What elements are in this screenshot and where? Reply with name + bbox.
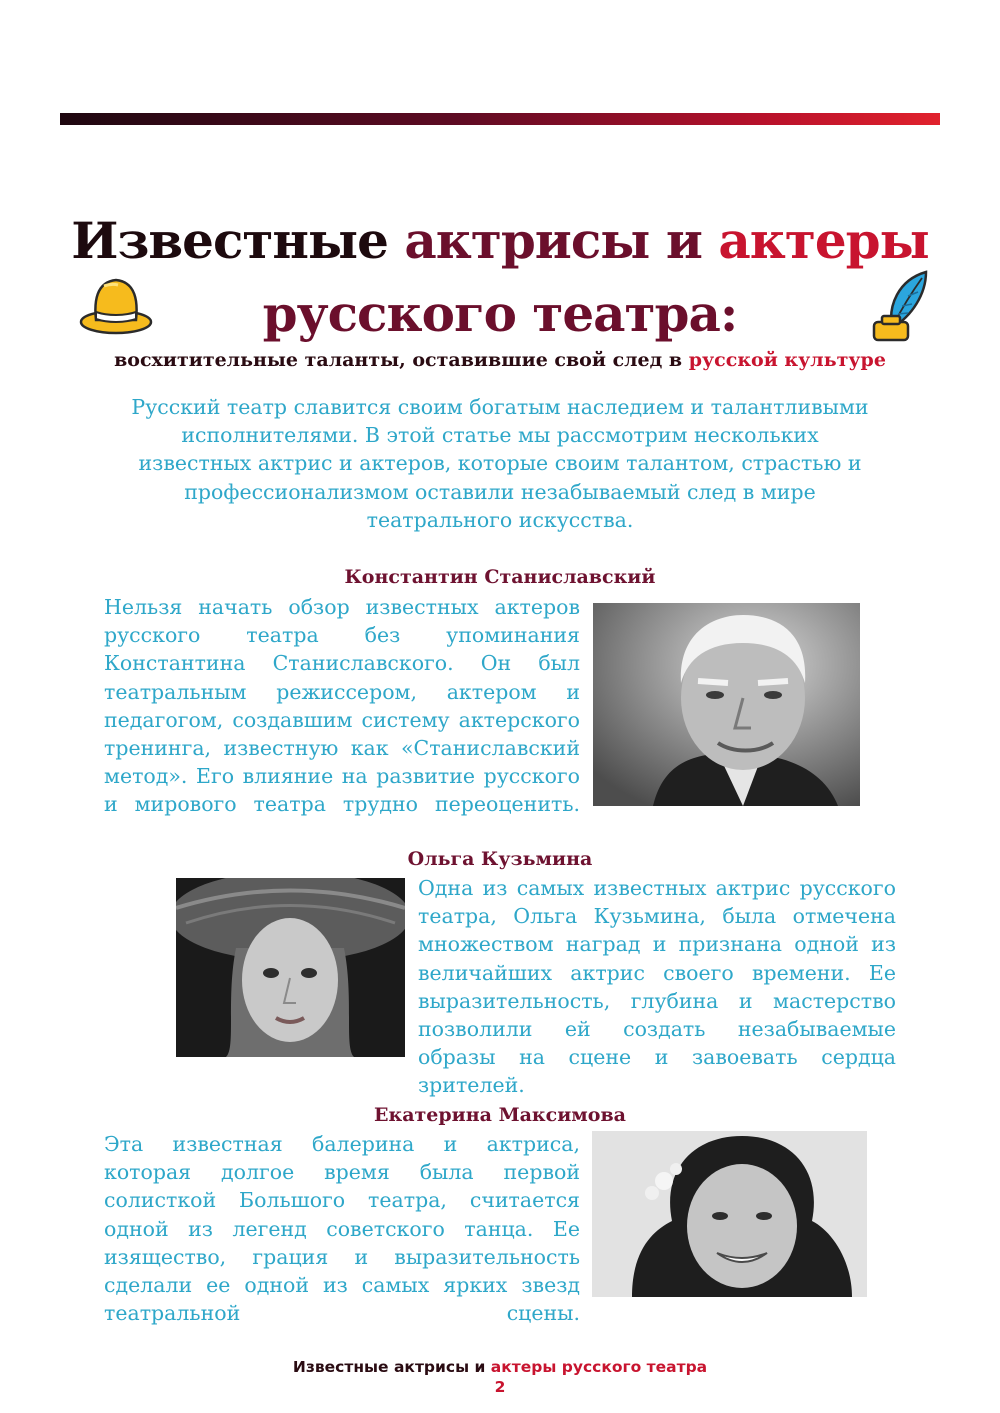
person-name-maximova: Екатерина Максимова [373,1104,626,1126]
footer-title-part-2: актеры русского театра [490,1358,708,1376]
portrait-stanislavsky [593,603,860,806]
footer-title-part-1: Известные актрисы и [292,1358,486,1376]
page-title-line-2: русского театра: [262,284,738,343]
subtitle-part-2: русской культуре [688,349,886,371]
person-bio-kuzmina: Одна из самых известных актрис русского театра, Ольга Кузьмина, была отмечена множеством наград и признана одной из величайших актрис своего времени. Ее выразительность, глубина и мастерство позволили ей создать незабываемые образы на сцене и завоевать сердца зрителей. [418,876,896,1098]
person-name-kuzmina: Ольга Кузьмина [407,848,593,870]
title-word-izvestnye: Известные [71,211,388,270]
page-subtitle [0,347,1000,373]
person-bio-stanislavsky: Нельзя начать обзор известных актеров русского театра без упоминания Константина Станиславского. Он был театральным режиссером, актером и педагогом, создавшим систему актерского тренинга, известную как «Станиславский метод». Его влияние на развитие русского и мирового театра трудно переоценить. [104,595,580,817]
person-bio-maximova: Эта известная балерина и актриса, которая долгое время была первой солисткой Большого театра, считается одной из легенд советского танца. Ее изящество, грация и выразительность сделали ее одной из самых ярких звезд театральной сцены. [104,1132,580,1326]
subtitle-part-1: восхитительные таланты, оставившие свой след в [114,349,683,371]
title-word-aktrisy: актрисы [404,211,650,270]
intro-paragraph: Русский театр славится своим богатым наследием и талантливыми исполнителями. В этой статье мы рассмотрим нескольких известных актрис и актеров, которые своим талантом, страстью и профессионализмом оставили незабываемый след в мире театрального искусства. [131,395,869,532]
portrait-kuzmina [176,878,405,1057]
page-title-line-1 [0,210,1000,272]
page-number: 2 [494,1378,506,1396]
person-name-stanislavsky: Константин Станиславский [344,566,656,588]
top-decorative-bar [60,113,940,125]
title-word-aktery: актеры [718,211,929,270]
title-word-i: и [665,211,702,270]
portrait-maximova [592,1131,867,1297]
footer-title [0,1357,1000,1377]
